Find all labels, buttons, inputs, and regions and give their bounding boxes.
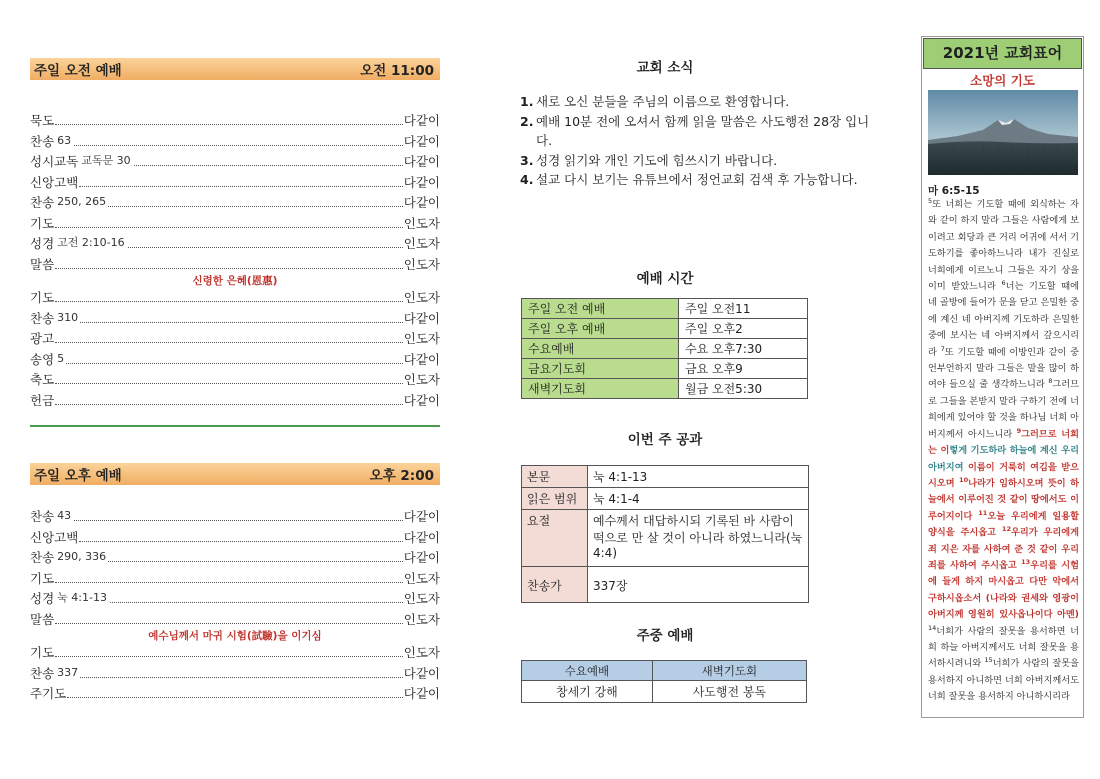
order-item-leader: 다같이 (403, 351, 440, 367)
news-item-number: 1. (520, 94, 534, 109)
midweek-header-dawn: 새벽기도회 (652, 661, 806, 681)
leader-dots (55, 646, 403, 657)
schedule-service-name: 주일 오전 예배 (522, 299, 679, 319)
order-item-label: 축도 (30, 372, 55, 387)
lesson-row (522, 510, 809, 567)
order-item-detail: 63 (57, 133, 72, 147)
mountain-landscape-image (928, 90, 1078, 175)
order-item-leader: 다같이 (403, 686, 440, 701)
schedule-row (522, 339, 808, 359)
leader-dots (55, 312, 403, 323)
schedule-row (522, 299, 808, 319)
order-row (30, 391, 440, 409)
afternoon-sermon-title: 예수님께서 마귀 시험(試驗)을 이기심 (148, 630, 322, 642)
news-item-number: 2. (520, 113, 534, 129)
order-item-label: 찬송 (30, 310, 55, 326)
order-item-leader: 인도자 (403, 645, 440, 660)
news-item-text: 성경 읽기와 개인 기도에 힘쓰시기 바랍니다. (536, 152, 778, 168)
morning-service-header (30, 58, 440, 80)
order-item-leader: 인도자 (403, 570, 440, 586)
schedule-table (521, 298, 808, 399)
prayer-title: 소망의 기도 (970, 73, 1035, 88)
lesson-key: 본문 (522, 466, 588, 488)
midweek-header-wednesday: 수요예배 (522, 661, 653, 681)
leader-dots (55, 592, 403, 603)
order-item-leader: 다같이 (403, 174, 440, 190)
order-item-label: 찬송 (30, 665, 55, 681)
order-row (30, 193, 440, 211)
leader-dots (55, 394, 403, 405)
order-row (30, 643, 440, 661)
leader-dots (79, 531, 402, 542)
order-item-detail: 43 (57, 509, 72, 522)
scripture-text: $^5$또 너희는 기도할 때에 외식하는 자와 같이 하지 말라 그들은 사람에게 보이려고 회당과 큰 거리 어귀에 서서 기도하기를 좋아하느니라 내가 진실로 너희에게 이르노니 그들은 자기 상을 이미 받았느니라 $^6$너는 기도할 때에 네 골방에 들어가 문을 닫고 은밀한 중에 계신 네 아버지께 기도하라 은밀한 중에 보시는 네 아버지께서 갚으시리라 $^7$또 기도할 때에 이방인과 같이 중언부언하지 말라 그들은 말을 많이 하여야 들으실 줄 생각하느니라 $^8$그러므로 그들을 본받지 말라 구하기 전에 너희에게 있어야 할 것을 하나님 너희 아버지께서 아시느니라 $^9$그러므로 너희는 이렇게 기도하라 하늘에 계신 우리 아버지여 이름이 거룩히 여김을 받으시오며 $^{10}$나라가 임하시오며 뜻이 하늘에서 이루어진 것 같이 땅에서도 이루어지이다 $^{11}$오늘 우리에게 일용할 양식을 주시옵고 $^{12}$우리가 우리에게 죄 지은 자를 사하여 준 것 같이 우리 죄를 사하여 주시옵고 $^{13}$우리를 시험에 들게 하지 마시옵고 다만 악에서 구하시옵소서 (나라와 권세와 영광이 아버지께 영원히 있사옵나이다 아멘) $^{14}$너희가 사람의 잘못을 용서하면 너희 하늘 아버지께서도 너희 잘못을 용서하시려니와 $^{15}$너희가 사람의 잘못을 용서하지 아니하면 너희 아버지께서도 너희 잘못을 용서하지 아니하시리라 (928, 196, 1080, 703)
order-row (30, 132, 440, 150)
lesson-value: 337장 (588, 567, 809, 603)
order-item-detail: 310 (57, 310, 79, 324)
news-item-number: 3. (520, 152, 534, 168)
order-row (30, 111, 440, 129)
scripture-reference: 마 6:5-15 (928, 185, 980, 197)
lesson-key: 요절 (522, 510, 588, 567)
leader-dots (55, 258, 403, 269)
order-row (30, 255, 440, 273)
order-item-label: 헌금 (30, 392, 55, 408)
order-item-label: 광고 (30, 331, 55, 346)
schedule-service-name: 새벽기도회 (522, 379, 679, 399)
order-item-label: 묵도 (30, 113, 55, 128)
leader-dots (79, 155, 402, 166)
afternoon-service-time: 오후 2:00 (369, 468, 434, 484)
order-item-leader: 인도자 (403, 611, 440, 627)
order-row (30, 214, 440, 232)
schedule-row (522, 319, 808, 339)
schedule-row (522, 359, 808, 379)
leader-dots (55, 353, 403, 364)
order-row (30, 507, 440, 525)
leader-dots (55, 332, 403, 343)
order-row (30, 309, 440, 327)
afternoon-service-header (30, 463, 440, 485)
order-item-label: 기도 (30, 215, 55, 231)
order-item-label: 성경 (30, 236, 55, 251)
order-row (30, 329, 440, 347)
order-item-label: 찬송 (30, 550, 55, 565)
order-item-leader: 다같이 (403, 509, 440, 524)
morning-service-title: 주일 오전 예배 (34, 63, 122, 79)
schedule-service-name: 주일 오후 예배 (522, 319, 679, 339)
order-row (30, 234, 440, 252)
order-item-leader: 다같이 (403, 665, 440, 681)
leader-dots (55, 613, 403, 624)
schedule-service-time: 금요 오후9 (679, 359, 808, 379)
afternoon-service-title: 주일 오후 예배 (34, 468, 122, 484)
midweek-value-dawn: 사도행전 봉독 (652, 681, 806, 703)
news-item (520, 112, 870, 151)
schedule-service-name: 금요기도회 (522, 359, 679, 379)
news-title: 교회 소식 (636, 60, 694, 76)
order-item-detail: 5 (57, 351, 65, 365)
leader-dots (55, 114, 403, 125)
order-item-label: 찬송 (30, 133, 55, 149)
section-divider (30, 425, 440, 427)
order-item-leader: 다같이 (403, 310, 440, 326)
midweek-table (521, 660, 807, 703)
order-row (30, 288, 440, 306)
news-item-text: 새로 오신 분들을 주님의 이름으로 환영합니다. (536, 94, 790, 109)
lesson-title: 이번 주 공과 (627, 432, 703, 448)
schedule-title: 예배 시간 (636, 271, 694, 287)
lesson-key: 찬송가 (522, 567, 588, 603)
leader-dots (67, 687, 403, 698)
order-item-leader: 인도자 (403, 591, 440, 606)
order-item-detail: 눅 4:1-13 (57, 591, 107, 604)
order-item-detail: 290, 336 (57, 550, 107, 563)
order-item-label: 기도 (30, 645, 55, 660)
order-row (30, 589, 440, 607)
leader-dots (55, 667, 403, 678)
order-item-leader: 인도자 (403, 331, 440, 346)
order-row (30, 548, 440, 566)
order-row (30, 370, 440, 388)
leader-dots (55, 572, 403, 583)
order-item-label: 기도 (30, 570, 55, 586)
order-item-leader: 다같이 (403, 113, 440, 128)
order-item-label: 찬송 (30, 195, 55, 210)
leader-dots (55, 551, 403, 562)
leader-dots (55, 196, 403, 207)
midweek-value-wednesday: 창세기 강해 (522, 681, 653, 703)
order-item-detail: 고전 2:10-16 (57, 236, 125, 249)
morning-sermon-title: 신령한 은혜(恩惠) (192, 275, 278, 287)
schedule-service-time: 수요 오후7:30 (679, 339, 808, 359)
news-item-text: 예배 10분 전에 오셔서 함께 읽을 말씀은 사도행전 28장 입니다. (536, 113, 870, 148)
lesson-row (522, 567, 809, 603)
morning-service-time: 오전 11:00 (360, 63, 434, 79)
lesson-row (522, 466, 809, 488)
order-item-label: 성경 (30, 591, 55, 606)
order-item-label: 말씀 (30, 256, 55, 272)
schedule-service-time: 주일 오후2 (679, 319, 808, 339)
leader-dots (55, 510, 403, 521)
schedule-service-name: 수요예배 (522, 339, 679, 359)
leader-dots (55, 291, 403, 302)
order-item-leader: 다같이 (403, 550, 440, 565)
schedule-service-time: 월금 오전5:30 (679, 379, 808, 399)
leader-dots (55, 135, 403, 146)
leader-dots (55, 217, 403, 228)
news-item (520, 170, 870, 190)
order-item-label: 신앙고백 (30, 174, 79, 190)
lesson-value: 예수께서 대답하시되 기록된 바 사람이 떡으로 만 살 것이 아니라 하였느니라(눅 4:4) (588, 510, 809, 567)
order-item-detail: 교독문 30 (81, 154, 131, 167)
order-item-leader: 다같이 (403, 154, 440, 169)
schedule-service-time: 주일 오전11 (679, 299, 808, 319)
news-item (520, 92, 870, 112)
order-item-detail: 337 (57, 665, 79, 679)
order-item-label: 신앙고백 (30, 529, 79, 545)
order-item-label: 말씀 (30, 611, 55, 627)
order-item-label: 성시교독 (30, 154, 79, 169)
order-item-leader: 다같이 (403, 529, 440, 545)
lesson-value: 눅 4:1-4 (588, 488, 809, 510)
order-row (30, 173, 440, 191)
lesson-table (521, 465, 809, 603)
news-list (520, 92, 870, 190)
order-item-leader: 다같이 (403, 392, 440, 408)
order-row (30, 610, 440, 628)
order-item-leader: 다같이 (403, 195, 440, 210)
order-item-label: 기도 (30, 290, 55, 305)
order-item-leader: 인도자 (403, 290, 440, 305)
order-item-leader: 인도자 (403, 372, 440, 387)
news-item (520, 151, 870, 171)
lesson-value: 눅 4:1-13 (588, 466, 809, 488)
leader-dots (55, 373, 403, 384)
news-item-number: 4. (520, 172, 534, 187)
order-item-label: 찬송 (30, 509, 55, 524)
leader-dots (55, 237, 403, 248)
order-row (30, 684, 440, 702)
lesson-row (522, 488, 809, 510)
lesson-key: 읽은 범위 (522, 488, 588, 510)
order-item-leader: 인도자 (403, 236, 440, 251)
leader-dots (79, 176, 402, 187)
order-item-detail: 250, 265 (57, 195, 107, 208)
order-item-leader: 다같이 (403, 133, 440, 149)
order-item-leader: 인도자 (403, 256, 440, 272)
news-item-text: 설교 다시 보기는 유튜브에서 정언교회 검색 후 가능합니다. (536, 172, 858, 187)
schedule-row (522, 379, 808, 399)
order-row (30, 152, 440, 170)
order-row (30, 350, 440, 368)
order-item-label: 주기도 (30, 686, 67, 701)
midweek-title: 주중 예배 (636, 628, 694, 644)
order-item-label: 송영 (30, 351, 55, 367)
order-row (30, 569, 440, 587)
order-row (30, 528, 440, 546)
order-item-leader: 인도자 (403, 215, 440, 231)
motto-title: 2021년 교회표어 (923, 38, 1082, 69)
order-row (30, 664, 440, 682)
